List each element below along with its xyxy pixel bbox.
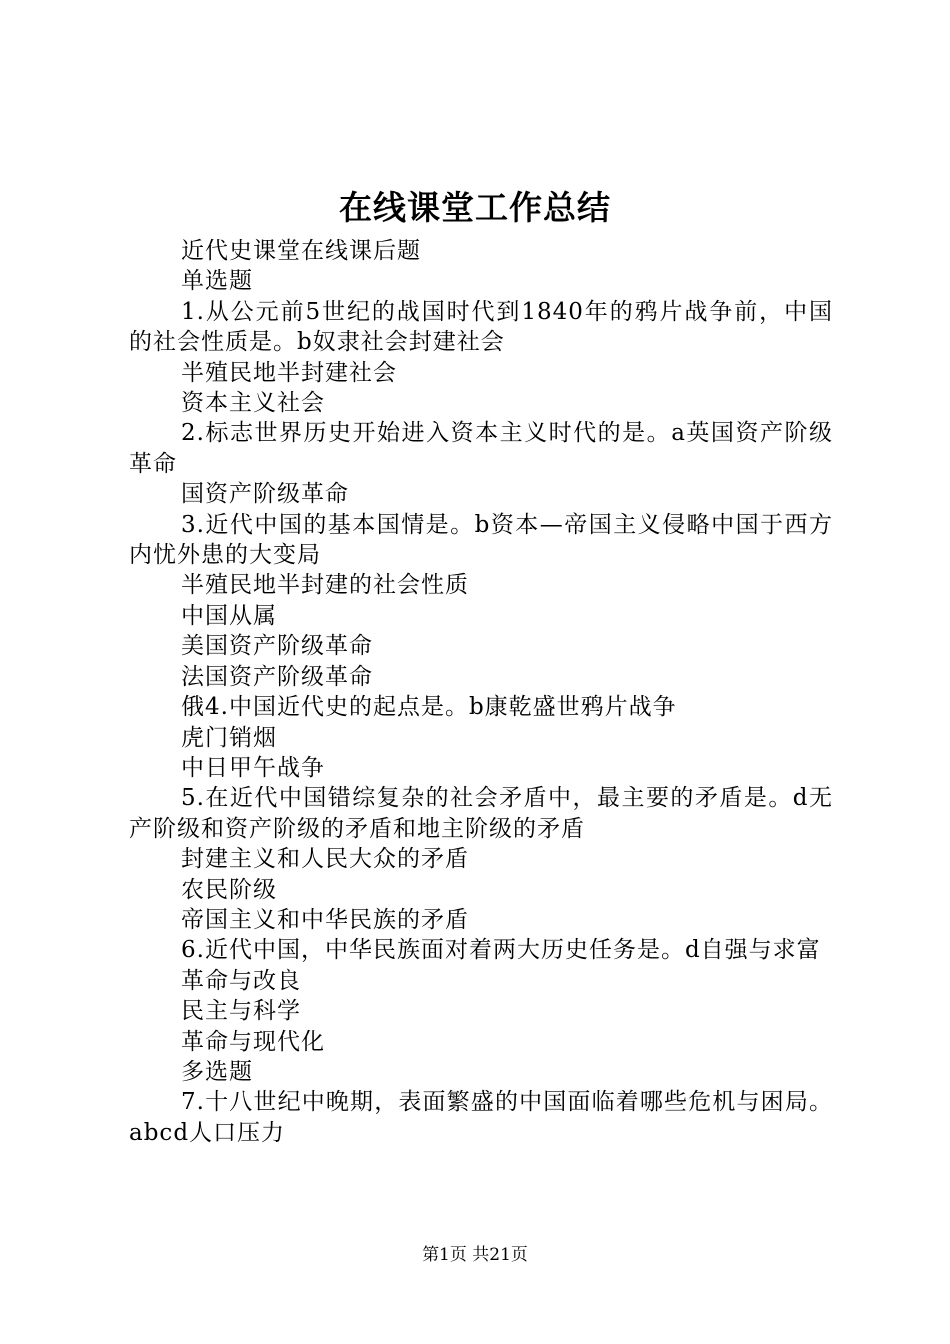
paragraph: 1.从公元前5世纪的战国时代到1840年的鸦片战争前，中国的社会性质是。b奴隶社会封建社会 [129,298,833,356]
page-footer: 第1页 共21页 [422,1245,528,1265]
paragraph: 单选题 [181,268,253,295]
paragraph: 半殖民地半封建的社会性质 [181,572,469,599]
paragraph: 近代史课堂在线课后题 [181,238,421,264]
paragraph: 3.近代中国的基本国情是。b资本—帝国主义侵略中国于西方内忧外患的大变局 [129,511,833,569]
paragraph: 2.标志世界历史开始进入资本主义时代的是。a英国资产阶级革命 [129,420,833,477]
document-title: 在线课堂工作总结 [339,188,611,227]
paragraph: 中国从属 [181,602,277,629]
paragraph: 农民阶级 [181,876,277,903]
paragraph: 6.近代中国，中华民族面对着两大历史任务是。d自强与求富 [181,937,821,964]
paragraph: 民主与科学 [181,998,301,1025]
paragraph: 国资产阶级革命 [181,481,349,508]
document-body [129,236,833,1148]
paragraph: 半殖民地半封建社会 [181,359,397,386]
paragraph: 革命与改良 [181,967,301,994]
paragraph: 帝国主义和中华民族的矛盾 [181,906,469,933]
paragraph: 资本主义社会 [181,390,325,417]
paragraph: 多选题 [181,1058,253,1085]
paragraph: 中日甲午战争 [181,754,325,781]
paragraph: 虎门销烟 [181,724,277,751]
paragraph: 5.在近代中国错综复杂的社会矛盾中，最主要的矛盾是。d无产阶级和资产阶级的矛盾和地主阶级的矛盾 [129,785,833,842]
paragraph: 美国资产阶级革命 [181,633,373,660]
paragraph: 俄4.中国近代史的起点是。b康乾盛世鸦片战争 [181,694,677,721]
paragraph: 法国资产阶级革命 [181,663,373,690]
paragraph: 封建主义和人民大众的矛盾 [181,846,469,873]
paragraph: 7.十八世纪中晚期，表面繁盛的中国面临着哪些危机与困局。abcd人口压力 [129,1089,833,1146]
paragraph: 革命与现代化 [181,1028,325,1055]
